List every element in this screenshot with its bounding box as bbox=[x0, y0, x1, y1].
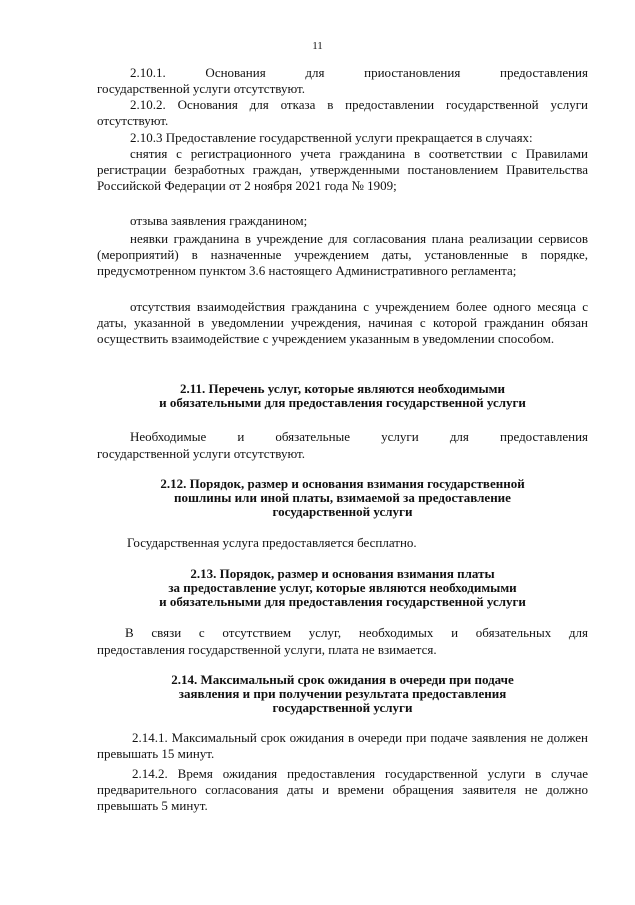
heading-line: за предоставление услуг, которые являются необходимыми bbox=[168, 580, 517, 595]
heading-line: и обязательными для предоставления государственной услуги bbox=[159, 395, 526, 410]
heading-line: заявления и при получении результата предоставления bbox=[178, 686, 507, 701]
paragraph-2-10-2: 2.10.2. Основания для отказа в предоставлении государственной услуги отсутствуют. bbox=[97, 97, 588, 128]
paragraph-no-fee: В связи с отсутствием услуг, необходимых и обязательных для bbox=[125, 625, 588, 640]
paragraph-2-14-1: 2.14.1. Максимальный срок ожидания в очереди при подаче заявления не должен превышать 15 минут. bbox=[97, 730, 588, 761]
heading-line: 2.14. Максимальный срок ожидания в очереди при подаче bbox=[171, 672, 514, 687]
heading-line: пошлины или иной платы, взимаемой за предоставление bbox=[174, 490, 511, 505]
heading-line: и обязательными для предоставления государственной услуги bbox=[159, 594, 526, 609]
paragraph-deregistration: снятия с регистрационного учета гражданина в соответствии с Правилами регистрации безработных граждан, утвержденными постановлением Правительства Российской Федерации от 2 ноября 2021 года № 1909; bbox=[97, 146, 588, 193]
heading-line: государственной услуги bbox=[272, 504, 413, 519]
heading-line: государственной услуги bbox=[272, 700, 413, 715]
paragraph-2-10-1-cont: государственной услуги отсутствуют. bbox=[97, 81, 305, 96]
heading-line: 2.12. Порядок, размер и основания взимания государственной bbox=[160, 476, 525, 491]
heading-line: 2.11. Перечень услуг, которые являются необходимыми bbox=[179, 381, 506, 396]
paragraph-free-service: Государственная услуга предоставляется бесплатно. bbox=[127, 535, 417, 550]
paragraph-2-10-3: 2.10.3 Предоставление государственной услуги прекращается в случаях: bbox=[130, 130, 533, 145]
paragraph-2-14-2: 2.14.2. Время ожидания предоставления государственной услуги в случае предварительного согласования даты и времени обращения заявителя не должно превышать 5 минут. bbox=[97, 766, 588, 813]
paragraph-withdrawal: отзыва заявления гражданином; bbox=[130, 213, 308, 228]
paragraph-required-services: Необходимые и обязательные услуги для предоставления bbox=[130, 429, 588, 444]
heading-line: 2.13. Порядок, размер и основания взимания платы bbox=[190, 566, 495, 581]
heading-2-13 bbox=[97, 567, 588, 609]
paragraph-no-interaction: отсутствия взаимодействия гражданина с учреждением более одного месяца с даты, указанной в уведомлении учреждения, начиная с которой гражданин обязан осуществить взаимодействие с учреждением указанным в уведомлении способом. bbox=[97, 299, 588, 346]
page-number: 11 bbox=[312, 40, 323, 52]
paragraph-no-fee-cont: предоставления государственной услуги, плата не взимается. bbox=[97, 642, 437, 657]
heading-2-11 bbox=[97, 382, 588, 410]
paragraph-no-show: неявки гражданина в учреждение для согласования плана реализации сервисов (мероприятий) в назначенные учреждением даты, установленные в порядке, предусмотренном пунктом 3.6 настоящего Административного регламента; bbox=[97, 231, 588, 278]
paragraph-required-services-cont: государственной услуги отсутствуют. bbox=[97, 446, 305, 461]
paragraph-2-10-1: 2.10.1. Основания для приостановления предоставления bbox=[130, 65, 588, 80]
heading-2-14 bbox=[97, 673, 588, 715]
heading-2-12 bbox=[97, 477, 588, 519]
